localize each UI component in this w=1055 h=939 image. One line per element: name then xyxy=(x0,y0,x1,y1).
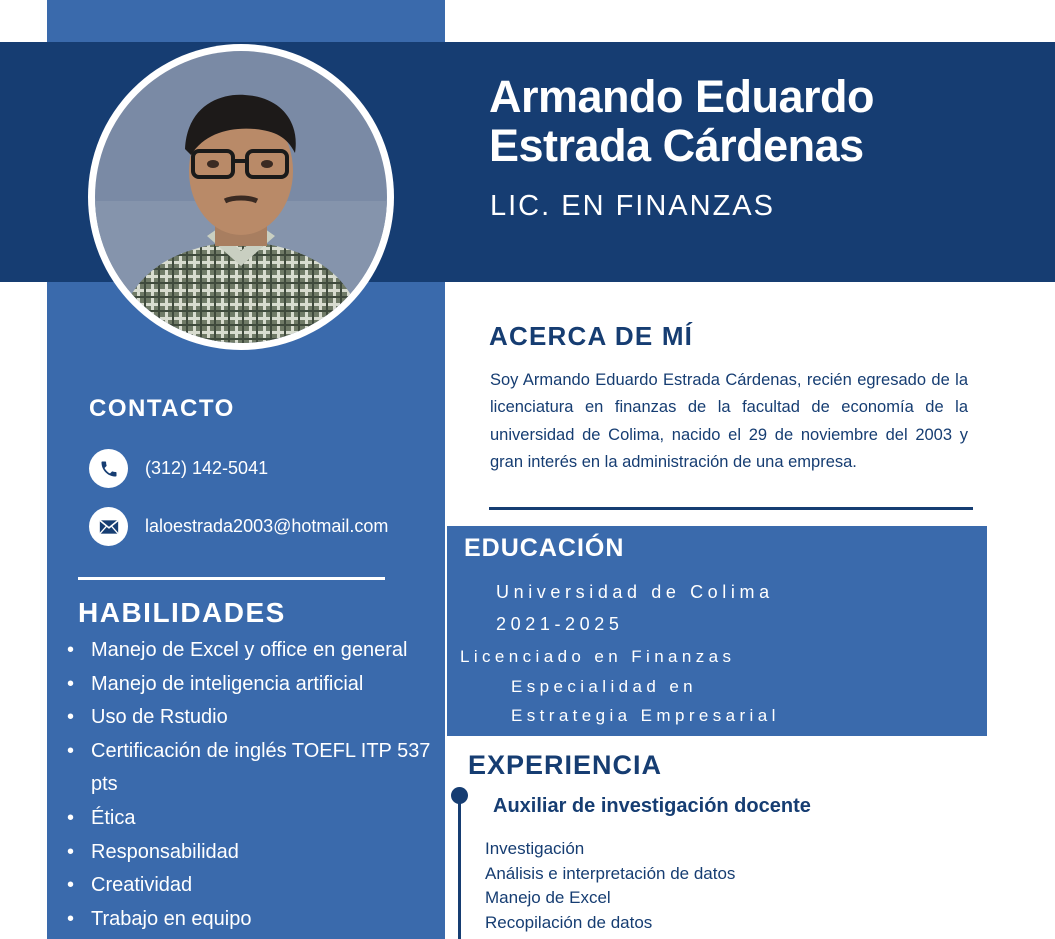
timeline-line xyxy=(458,800,461,939)
profession-title: LIC. EN FINANZAS xyxy=(490,190,775,222)
task-item: Análisis e interpretación de datos xyxy=(485,863,736,883)
job-title: Auxiliar de investigación docente xyxy=(493,795,811,817)
job-tasks-list xyxy=(485,837,735,935)
skills-heading: HABILIDADES xyxy=(78,597,286,628)
profile-photo-frame xyxy=(88,44,394,350)
task-item: Investigación xyxy=(485,839,585,858)
education-panel xyxy=(447,526,987,736)
education-specialty-2: Estrategia Empresarial xyxy=(511,706,780,725)
skill-item: • Certificación de inglés TOEFL ITP 537 pts xyxy=(67,735,437,802)
education-school: Universidad de Colima xyxy=(496,582,774,602)
skill-item: • Responsabilidad xyxy=(67,836,437,870)
contact-phone[interactable]: (312) 142-5041 xyxy=(145,458,269,478)
education-degree: Licenciado en Finanzas xyxy=(460,647,736,666)
education-specialty-1: Especialidad en xyxy=(511,677,698,696)
skill-item: • Trabajo en equipo xyxy=(67,903,437,937)
skill-item: • Manejo de inteligencia artificial xyxy=(67,668,437,702)
task-item: Manejo de Excel xyxy=(485,888,611,908)
education-heading: EDUCACIÓN xyxy=(464,534,625,562)
about-heading: ACERCA DE MÍ xyxy=(489,321,694,351)
about-text: Soy Armando Eduardo Estrada Cárdenas, recién egresado de la licenciatura en finanzas de la facultad de economía de la universidad de Colima, nacido el 29 de noviembre del 2003 y gran interés en la administración de una empresa. xyxy=(490,371,968,471)
experience-heading: EXPERIENCIA xyxy=(468,750,663,780)
name-line-2: Estrada Cárdenas xyxy=(489,120,864,171)
contact-divider xyxy=(78,577,385,580)
email-icon xyxy=(89,507,128,546)
full-name xyxy=(489,72,874,170)
about-divider xyxy=(489,507,973,510)
education-years: 2021-2025 xyxy=(496,614,624,634)
skill-item: • Creatividad xyxy=(67,869,437,903)
contact-email[interactable]: laloestrada2003@hotmail.com xyxy=(145,516,389,536)
contact-heading: CONTACTO xyxy=(89,395,235,422)
skill-item: • Ética xyxy=(67,802,437,836)
contact-email-row xyxy=(89,507,388,546)
task-item: Recopilación de datos xyxy=(485,912,653,932)
skill-item: • Manejo de Excel y office en general xyxy=(67,634,437,668)
name-line-1: Armando Eduardo xyxy=(489,71,875,122)
skills-list xyxy=(67,634,437,936)
skill-item: • Uso de Rstudio xyxy=(67,701,437,735)
contact-phone-row xyxy=(89,449,268,488)
profile-photo xyxy=(95,51,387,343)
phone-icon xyxy=(89,449,128,488)
